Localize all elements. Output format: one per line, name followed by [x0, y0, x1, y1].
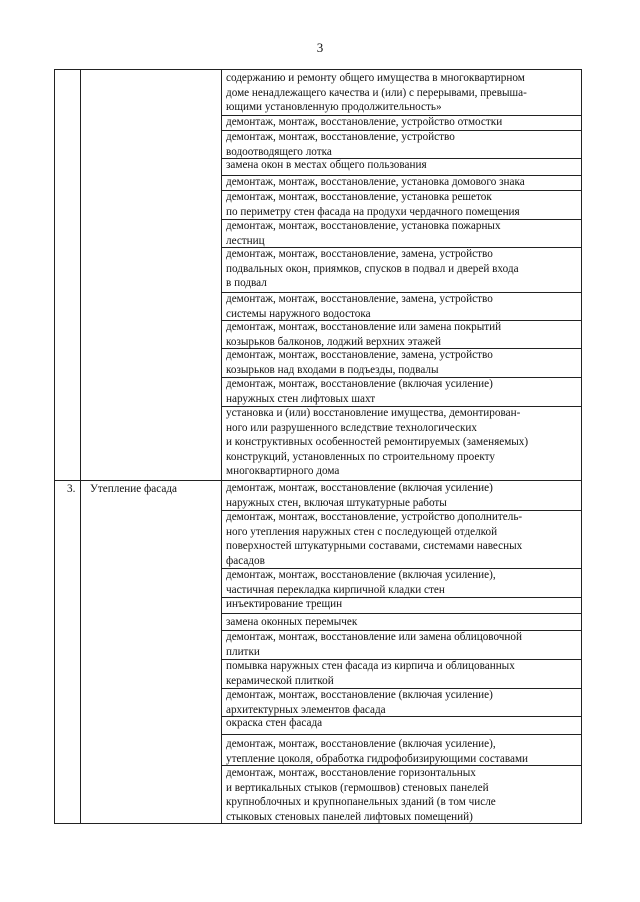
work-item: демонтаж, монтаж, восстановление, устройство отмостки	[226, 116, 503, 128]
work-item: содержанию и ремонту общего имущества в многоквартирном доме ненадлежащего качества и (или) с перерывами, превыша- ющими установленную продолжительность»	[226, 72, 527, 114]
works-table	[54, 69, 582, 824]
work-item: демонтаж, монтаж, восстановление (включая усиление) наружных стен, включая штукатурные работы	[226, 482, 493, 509]
work-item: замена окон в местах общего пользования	[226, 159, 427, 171]
work-item: демонтаж, монтаж, восстановление (включая усиление) наружных стен лифтовых шахт	[226, 378, 493, 405]
work-item: инъектирование трещин	[226, 598, 343, 610]
column-divider-name	[221, 70, 222, 823]
row-number: 3.	[67, 483, 76, 495]
work-item: установка и (или) восстановление имущества, демонтирован- ного или разрушенного вследствие технологических и конструктивных особенностей ремонтируемых (заменяемых) конструкций, установленных по строительному проекту многоквартирного дома	[226, 407, 529, 478]
work-item: демонтаж, монтаж, восстановление (включая усиление) архитектурных элементов фасада	[226, 689, 493, 716]
work-item: демонтаж, монтаж, восстановление или замена покрытий козырьков балконов, лоджий верхних этажей	[226, 321, 502, 348]
work-item: демонтаж, монтаж, восстановление горизонтальных и вертикальных стыков (гермошвов) стеновых панелей крупноблочных и крупнопанельных зданий (в том числе стыковых стеновых панелей лифтовых помещений)	[226, 767, 496, 823]
work-item: замена оконных перемычек	[226, 616, 358, 628]
work-item: демонтаж, монтаж, восстановление, устройство водоотводящего лотка	[226, 131, 455, 158]
column-divider-number	[80, 70, 81, 823]
work-item: демонтаж, монтаж, восстановление, установка домового знака	[226, 176, 525, 188]
work-item: демонтаж, монтаж, восстановление или замена облицовочной плитки	[226, 631, 523, 658]
work-item: демонтаж, монтаж, восстановление, замена, устройство системы наружного водостока	[226, 293, 493, 320]
work-item: окраска стен фасада	[226, 717, 323, 729]
work-item: помывка наружных стен фасада из кирпича и облицованных керамической плиткой	[226, 660, 515, 687]
work-item: демонтаж, монтаж, восстановление, устройство дополнитель- ного утепления наружных стен с последующей отделкой поверхностей штукатурными составами, системами навесных фасадов	[226, 511, 523, 567]
work-item: демонтаж, монтаж, восстановление, замена, устройство подвальных окон, приямков, спусков в подвал и дверей входа в подвал	[226, 248, 519, 290]
page-number: 3	[316, 40, 324, 55]
work-item: демонтаж, монтаж, восстановление (включая усиление), частичная перекладка кирпичной кладки стен	[226, 569, 496, 596]
row-divider	[221, 613, 581, 614]
work-item: демонтаж, монтаж, восстановление (включая усиление), утепление цоколя, обработка гидрофобизирующими составами	[226, 738, 529, 765]
work-item: демонтаж, монтаж, восстановление, замена, устройство козырьков над входами в подъезды, подвалы	[226, 349, 493, 376]
work-item: демонтаж, монтаж, восстановление, установка решеток по периметру стен фасада на продухи чердачного помещения	[226, 191, 520, 218]
work-item: демонтаж, монтаж, восстановление, установка пожарных лестниц	[226, 220, 501, 247]
row-divider	[221, 734, 581, 735]
row-name: Утепление фасада	[90, 483, 177, 495]
